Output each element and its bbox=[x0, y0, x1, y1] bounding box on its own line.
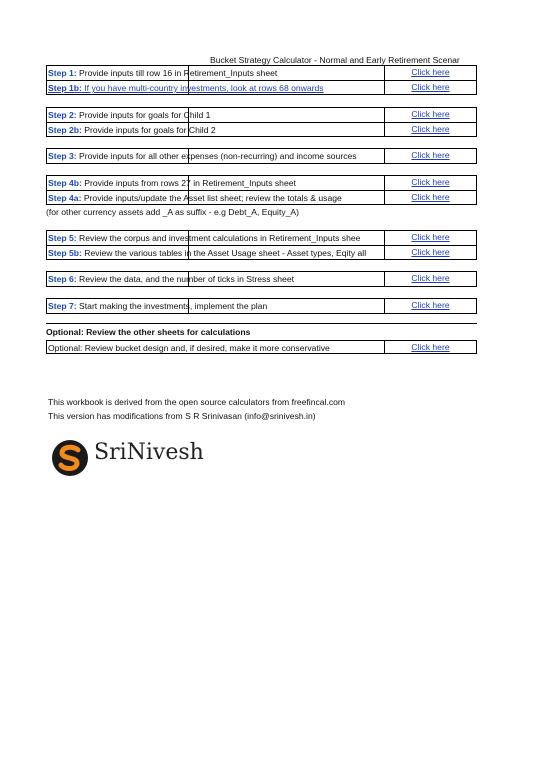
click-here-link[interactable]: Click here bbox=[411, 124, 450, 134]
step-row bbox=[47, 108, 476, 122]
step-description: If you have multi-country investments, look at rows 68 onwards bbox=[81, 83, 324, 93]
step-row bbox=[47, 299, 476, 313]
logo-mark-icon bbox=[50, 438, 90, 478]
step-label: Step 1: bbox=[48, 68, 77, 78]
step-label: Step 7: bbox=[48, 301, 77, 311]
step-description: Start making the investments, implement the plan bbox=[76, 301, 268, 311]
step-text bbox=[48, 232, 384, 244]
click-here-link[interactable]: Click here bbox=[411, 82, 450, 92]
step-description: Review the various tables in the Asset Usage sheet - Asset types, Eqity all bbox=[81, 248, 367, 258]
link-cell bbox=[384, 299, 476, 313]
link-cell bbox=[384, 66, 476, 80]
step-text bbox=[48, 247, 384, 259]
click-here-link[interactable]: Click here bbox=[411, 67, 450, 77]
step-text bbox=[48, 192, 384, 204]
step-label: Step 2: bbox=[48, 110, 77, 120]
click-here-link[interactable]: Click here bbox=[411, 232, 450, 242]
sheet-title: Bucket Strategy Calculator - Normal and Early Retirement Scenar bbox=[210, 55, 460, 65]
step-description: Provide inputs till row 16 in Retirement_Inputs sheet bbox=[76, 68, 278, 78]
step-label: Step 5: bbox=[48, 233, 77, 243]
step-row bbox=[47, 66, 476, 80]
step-text bbox=[48, 273, 384, 285]
click-here-link[interactable]: Click here bbox=[411, 192, 450, 202]
step-row bbox=[47, 176, 476, 190]
step-group-2 bbox=[46, 107, 477, 137]
step-row bbox=[47, 190, 476, 204]
click-here-link[interactable]: Click here bbox=[411, 150, 450, 160]
step-description: Provide inputs for all other expenses (non-recurring) and income sources bbox=[76, 151, 357, 161]
step-text bbox=[48, 300, 384, 312]
step-group-1 bbox=[46, 65, 477, 95]
click-here-link[interactable]: Click here bbox=[411, 177, 450, 187]
step-label: Step 5b: bbox=[48, 248, 82, 258]
step-row bbox=[47, 122, 476, 136]
link-cell bbox=[384, 149, 476, 163]
step-group-5 bbox=[46, 230, 477, 260]
link-cell bbox=[384, 108, 476, 122]
step-row bbox=[47, 80, 476, 94]
link-cell bbox=[384, 231, 476, 245]
step-description: Review the data, and the number of ticks in Stress sheet bbox=[76, 274, 295, 284]
currency-note: (for other currency assets add _A as suffix - e.g Debt_A, Equity_A) bbox=[46, 207, 300, 217]
step-group-7 bbox=[46, 298, 477, 314]
link-cell bbox=[384, 246, 476, 259]
optional-click-here-link[interactable]: Click here bbox=[411, 342, 450, 352]
step-label: Step 1b: bbox=[48, 83, 82, 93]
footer-line-1: This workbook is derived from the open source calculators from freefincal.com bbox=[48, 397, 346, 407]
step-row bbox=[47, 272, 476, 286]
step-label: Step 2b: bbox=[48, 125, 82, 135]
step-label: Step 3: bbox=[48, 151, 77, 161]
footer-line-2: This version has modifications from S R Srinivasan (info@srinivesh.in) bbox=[48, 411, 316, 421]
link-cell bbox=[384, 272, 476, 286]
link-cell bbox=[384, 191, 476, 204]
step-text bbox=[48, 109, 384, 121]
click-here-link[interactable]: Click here bbox=[411, 247, 450, 257]
step-row bbox=[47, 245, 476, 259]
step-row bbox=[47, 231, 476, 245]
step-group-3 bbox=[46, 148, 477, 164]
link-cell bbox=[384, 81, 476, 94]
step-description: Provide inputs/update the Asset list sheet; review the totals & usage bbox=[81, 193, 342, 203]
srinivesh-logo bbox=[50, 438, 210, 478]
step-label: Step 4b: bbox=[48, 178, 82, 188]
step-text bbox=[48, 177, 384, 189]
click-here-link[interactable]: Click here bbox=[411, 273, 450, 283]
click-here-link[interactable]: Click here bbox=[411, 109, 450, 119]
step-description: Provide inputs from rows 27 in Retirement_Inputs sheet bbox=[81, 178, 296, 188]
step-group-6 bbox=[46, 271, 477, 287]
step-description: Provide inputs for goals for Child 2 bbox=[81, 125, 216, 135]
logo-text: SriNivesh bbox=[94, 440, 204, 465]
optional-heading: Optional: Review the other sheets for calculations bbox=[46, 327, 251, 337]
optional-divider bbox=[46, 323, 477, 324]
step-text bbox=[48, 150, 384, 162]
step-description: Review the corpus and investment calculations in Retirement_Inputs shee bbox=[76, 233, 361, 243]
step-label: Step 6: bbox=[48, 274, 77, 284]
link-cell bbox=[384, 123, 476, 136]
step-text bbox=[48, 124, 384, 136]
step-group-4 bbox=[46, 175, 477, 205]
step-description: Provide inputs for goals for Child 1 bbox=[76, 110, 211, 120]
click-here-link[interactable]: Click here bbox=[411, 300, 450, 310]
step-row bbox=[47, 149, 476, 163]
optional-link-cell bbox=[384, 341, 477, 353]
step-label: Step 4a: bbox=[48, 193, 82, 203]
step-text bbox=[48, 67, 384, 79]
optional-row bbox=[46, 340, 477, 354]
step-text[interactable] bbox=[48, 82, 384, 94]
optional-row-text: Optional: Review bucket design and, if desired, make it more conservative bbox=[48, 343, 330, 353]
link-cell bbox=[384, 176, 476, 190]
